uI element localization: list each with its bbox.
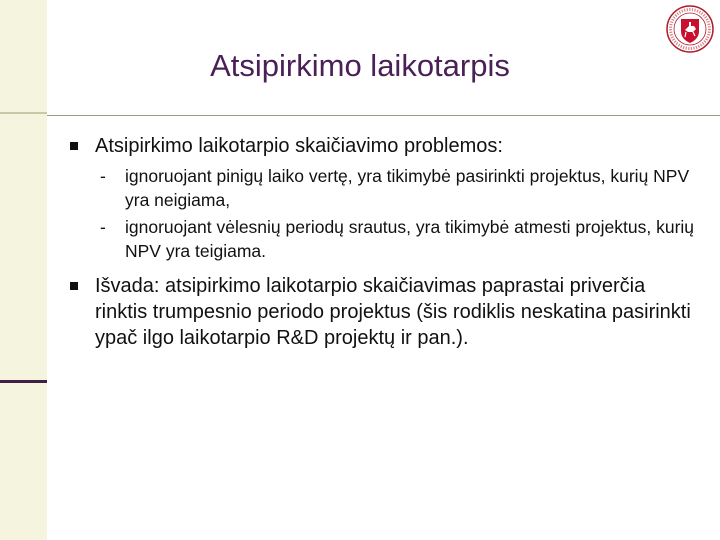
- bullet-text: Išvada: atsipirkimo laikotarpio skaičiavimas paprastai priverčia rinktis trumpesnio periodo projektus (šis rodiklis neskatina pasirinkti ypač ilgo laikotarpio R&D projektų ir pan.).: [95, 275, 691, 349]
- university-seal-icon: [665, 4, 715, 54]
- title-rule: [47, 115, 720, 116]
- sub-bullet-item: [70, 165, 700, 212]
- bullet-text: Atsipirkimo laikotarpio skaičiavimo problemos:: [95, 135, 503, 157]
- slide-title: Atsipirkimo laikotarpis: [210, 48, 510, 83]
- bullet-item: [70, 133, 700, 159]
- sub-bullet-text: ignoruojant vėlesnių periodų srautus, yra tikimybė atmesti projektus, kurių NPV yra teigiama.: [125, 217, 695, 261]
- slide-body: [70, 133, 700, 351]
- square-bullet-icon: [70, 282, 78, 290]
- left-decorative-band: [0, 0, 47, 540]
- sub-bullet-text: ignoruojant pinigų laiko vertę, yra tikimybė pasirinkti projektus, kurių NPV yra neigiama,: [125, 166, 690, 210]
- dash-marker: -: [100, 217, 106, 237]
- square-bullet-icon: [70, 142, 78, 150]
- dash-marker: -: [100, 166, 106, 186]
- sub-bullet-item: [70, 216, 700, 263]
- band-divider: [0, 112, 47, 114]
- bullet-item: [70, 273, 700, 351]
- accent-bar: [0, 380, 47, 383]
